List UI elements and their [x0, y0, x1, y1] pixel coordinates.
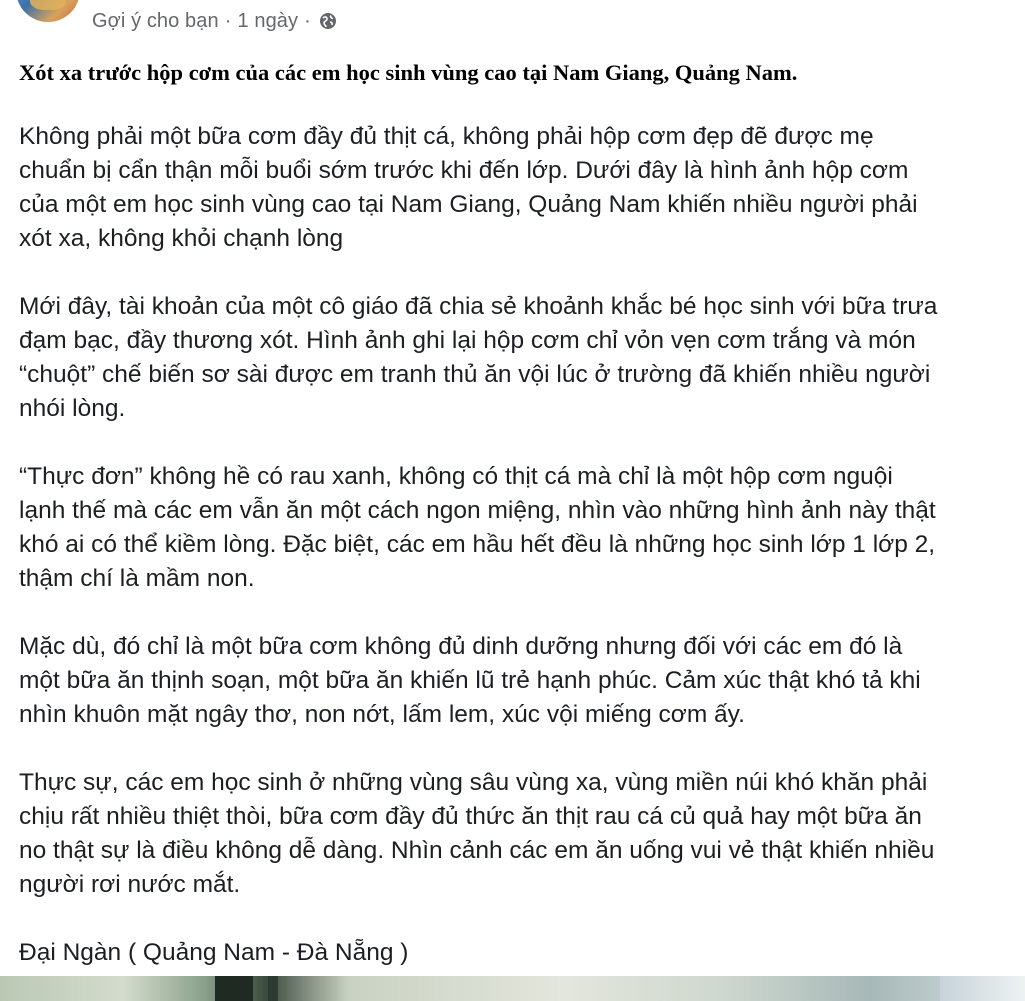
- post-header: [0, 0, 1025, 40]
- post-paragraph: Thực sự, các em học sinh ở những vùng sâu vùng xa, vùng miền núi khó khăn phải chịu rất nhiều thiệt thòi, bữa cơm đầy đủ thức ăn thịt rau cá củ quả hay một bữa ăn no thật sự là điều không dễ dàng. Nhìn cảnh các em ăn uống vui vẻ thật khiến nhiều người rơi nước mắt.: [19, 769, 935, 898]
- globe-icon[interactable]: [319, 12, 337, 30]
- post-title: Xót xa trước hộp cơm của các em học sinh vùng cao tại Nam Giang, Quảng Nam.: [19, 60, 798, 85]
- suggested-for-you-label: Gợi ý cho bạn: [92, 9, 219, 32]
- meta-separator: ·: [304, 9, 311, 32]
- post-body: [19, 58, 1009, 970]
- post-paragraph: Mới đây, tài khoản của một cô giáo đã chia sẻ khoảnh khắc bé học sinh với bữa trưa đạm bạc, đầy thương xót. Hình ảnh ghi lại hộp cơm chỉ vỏn vẹn cơm trắng và món “chuột” chế biến sơ sài được em tranh thủ ăn vội lúc ở trường đã khiến nhiều người nhói lòng.: [19, 293, 938, 422]
- image-detail: [940, 976, 1025, 1001]
- post-timestamp[interactable]: 1 ngày: [237, 9, 299, 32]
- meta-separator: ·: [224, 9, 232, 32]
- page-avatar[interactable]: [16, 0, 80, 22]
- post-paragraph: “Thực đơn” không hề có rau xanh, không có thịt cá mà chỉ là một hộp cơm nguội lạnh thế mà các em vẫn ăn một cách ngon miệng, nhìn vào những hình ảnh này thật khó ai có thể kiềm lòng. Đặc biệt, các em hầu hết đều là những học sinh lớp 1 lớp 2, thậm chí là mầm non.: [19, 463, 936, 592]
- post-image-preview[interactable]: [0, 976, 1025, 1001]
- post-meta: [92, 8, 337, 34]
- post-paragraph: Không phải một bữa cơm đầy đủ thịt cá, không phải hộp cơm đẹp đẽ được mẹ chuẩn bị cẩn thận mỗi buổi sớm trước khi đến lớp. Dưới đây là hình ảnh hộp cơm của một em học sinh vùng cao tại Nam Giang, Quảng Nam khiến nhiều người phải xót xa, không khỏi chạnh lòng: [19, 123, 918, 252]
- post-paragraph: Mặc dù, đó chỉ là một bữa cơm không đủ dinh dưỡng nhưng đối với các em đó là một bữa ăn thịnh soạn, một bữa ăn khiến lũ trẻ hạnh phúc. Cảm xúc thật khó tả khi nhìn khuôn mặt ngây thơ, non nớt, lấm lem, xúc vội miếng cơm ấy.: [19, 633, 921, 728]
- image-detail: [268, 976, 278, 1001]
- image-detail: [215, 976, 253, 1001]
- post-signature: Đại Ngàn ( Quảng Nam - Đà Nẵng ): [19, 939, 409, 966]
- avatar-image-detail: [30, 0, 66, 10]
